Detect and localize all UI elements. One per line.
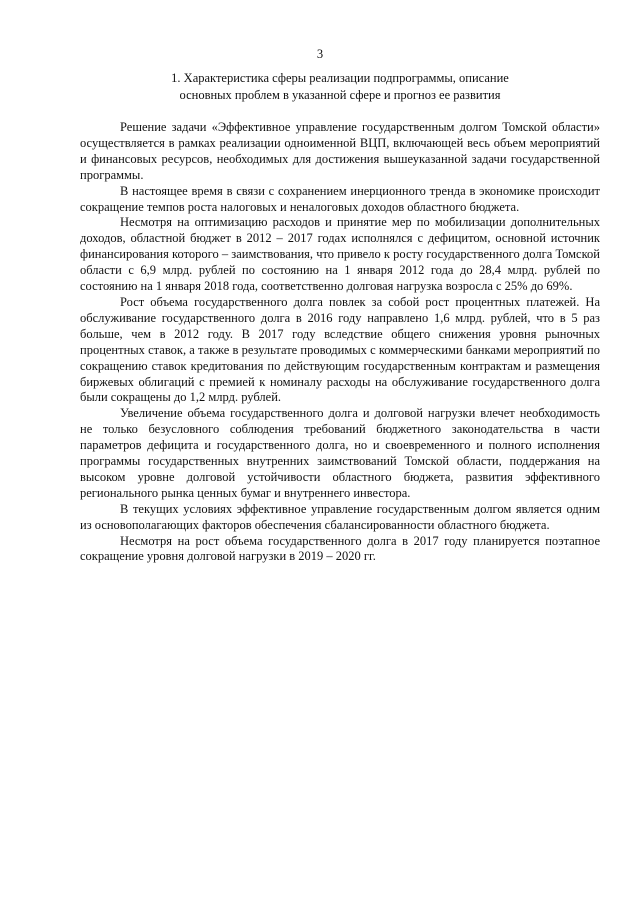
body-text [80,120,600,565]
paragraph-1: Решение задачи «Эффективное управление государственным долгом Томской области» осуществляется в рамках реализации одноименной ВЦП, включающей весь объем мероприятий и финансовых ресурсов, необходимых для достижения вышеуказанной задачи государственной программы. [80,120,600,182]
section-heading-line-1: 1. Характеристика сферы реализации подпрограммы, описание [171,71,509,85]
paragraph-2: В настоящее время в связи с сохранением инерционного тренда в экономике происходит сокращение темпов роста налоговых и неналоговых доходов областного бюджета. [80,183,600,214]
paragraph-5: Увеличение объема государственного долга и долговой нагрузки влечет необходимость не только безусловного соблюдения требований бюджетного законодательства в части параметров дефицита и государственного долга, но и своевременного и полного исполнения программы государственных внутренних заимствований Томской области, поддержания на высоком уровне долговой устойчивости областного бюджета, развития эффективного регионального рынка ценных бумаг и внутреннего инвестора. [80,406,600,500]
paragraph-4: Рост объема государственного долга повлек за собой рост процентных платежей. На обслуживание государственного долга в 2016 году направлено 1,6 млрд. рублей, что в 5 раз больше, чем в 2012 году. В 2017 году вследствие общего снижения уровня рыночных процентных ставок, а также в результате проводимых с коммерческими банками мероприятий по сокращению ставок кредитования по действующим государственным контрактам и размещения биржевых облигаций с премией к номиналу расходы на обслуживание государственного долга были сокращены до 1,2 млрд. рублей. [80,294,600,405]
paragraph-3: Несмотря на оптимизацию расходов и принятие мер по мобилизации дополнительных доходов, областной бюджет в 2012 – 2017 годах исполнялся с дефицитом, основной источник финансирования которого – заимствования, что привело к росту государственного долга Томской области с 6,9 млрд. рублей по состоянию на 1 января 2012 года до 28,4 млрд. рублей по состоянию на 1 января 2018 года, соответственно долговая нагрузка возросла с 25% до 69%. [80,215,600,294]
paragraph-7: Несмотря на рост объема государственного долга в 2017 году планируется поэтапное сокращение уровня долговой нагрузки в 2019 – 2020 гг. [80,533,600,564]
section-heading-line-2: основных проблем в указанной сфере и прогноз ее развития [179,88,501,102]
paragraph-6: В текущих условиях эффективное управление государственным долгом является одним из основополагающих факторов обеспечения сбалансированности областного бюджета. [80,501,600,532]
section-heading [80,70,600,104]
page-number: 3 [316,47,324,61]
